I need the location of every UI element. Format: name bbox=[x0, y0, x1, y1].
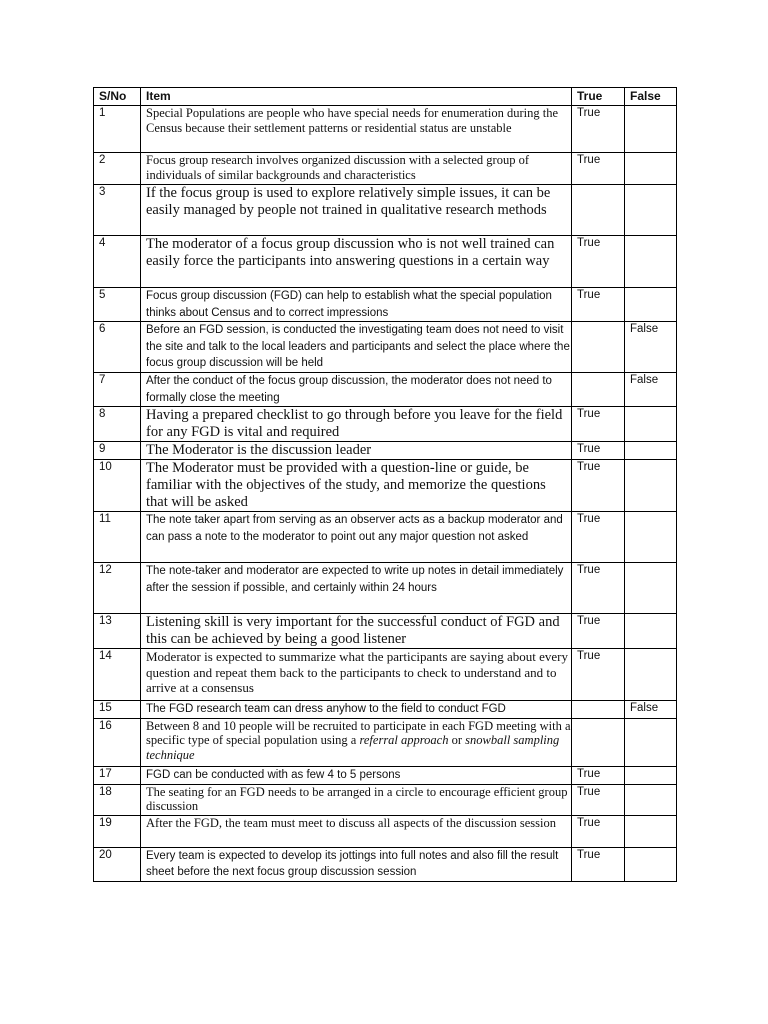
row-false bbox=[625, 847, 677, 881]
row-false: False bbox=[625, 701, 677, 719]
row-false: False bbox=[625, 322, 677, 373]
row-true: True bbox=[572, 847, 625, 881]
row-false bbox=[625, 512, 677, 563]
row-true bbox=[572, 718, 625, 766]
table-row bbox=[94, 442, 677, 460]
header-item: Item bbox=[141, 88, 572, 106]
table-row bbox=[94, 718, 677, 766]
row-item: If the focus group is used to explore relatively simple issues, it can be easily managed by people not trained in qualitative research methods bbox=[141, 185, 572, 236]
table-row bbox=[94, 784, 677, 815]
row-item: Having a prepared checklist to go through before you leave for the field for any FGD is vital and required bbox=[141, 407, 572, 442]
row-false bbox=[625, 649, 677, 701]
row-false bbox=[625, 460, 677, 512]
row-item: The Moderator must be provided with a question-line or guide, be familiar with the objectives of the study, and memorize the questions that will be asked bbox=[141, 460, 572, 512]
table-row bbox=[94, 407, 677, 442]
row-false bbox=[625, 407, 677, 442]
row-false bbox=[625, 563, 677, 614]
row-true bbox=[572, 373, 625, 407]
row-item: After the conduct of the focus group discussion, the moderator does not need to formally close the meeting bbox=[141, 373, 572, 407]
row-item: Focus group discussion (FGD) can help to establish what the special population thinks about Census and to correct impressions bbox=[141, 288, 572, 322]
row-false bbox=[625, 153, 677, 185]
row-number: 8 bbox=[94, 407, 141, 442]
row-true: True bbox=[572, 815, 625, 847]
table-row bbox=[94, 460, 677, 512]
row-number: 3 bbox=[94, 185, 141, 236]
row-true: True bbox=[572, 407, 625, 442]
row-number: 4 bbox=[94, 236, 141, 288]
row-false bbox=[625, 442, 677, 460]
table-header-row bbox=[94, 88, 677, 106]
table-row bbox=[94, 614, 677, 649]
row-true bbox=[572, 322, 625, 373]
row-item: Before an FGD session, is conducted the investigating team does not need to visit the site and talk to the local leaders and participants and select the place where the focus group discussion will be held bbox=[141, 322, 572, 373]
header-false: False bbox=[625, 88, 677, 106]
table-row bbox=[94, 236, 677, 288]
row-true: True bbox=[572, 288, 625, 322]
row-number: 10 bbox=[94, 460, 141, 512]
table-row bbox=[94, 373, 677, 407]
row-false bbox=[625, 718, 677, 766]
row-true: True bbox=[572, 236, 625, 288]
true-false-table bbox=[93, 87, 677, 882]
row-number: 16 bbox=[94, 718, 141, 766]
row-true: True bbox=[572, 442, 625, 460]
row-number: 11 bbox=[94, 512, 141, 563]
row-false bbox=[625, 766, 677, 784]
table-row bbox=[94, 153, 677, 185]
row-number: 17 bbox=[94, 766, 141, 784]
row-true: True bbox=[572, 784, 625, 815]
row-number: 5 bbox=[94, 288, 141, 322]
row-false bbox=[625, 185, 677, 236]
table-row bbox=[94, 701, 677, 719]
row-item: After the FGD, the team must meet to discuss all aspects of the discussion session bbox=[141, 815, 572, 847]
row-item: The moderator of a focus group discussion who is not well trained can easily force the participants into answering questions in a certain way bbox=[141, 236, 572, 288]
row-false bbox=[625, 815, 677, 847]
table-row bbox=[94, 512, 677, 563]
row-item-emphasis: snowball sampling technique bbox=[146, 733, 560, 762]
row-false bbox=[625, 236, 677, 288]
row-true bbox=[572, 701, 625, 719]
row-item: FGD can be conducted with as few 4 to 5 persons bbox=[141, 766, 572, 784]
row-number: 20 bbox=[94, 847, 141, 881]
row-item: Every team is expected to develop its jottings into full notes and also fill the result sheet before the next focus group discussion session bbox=[141, 847, 572, 881]
row-number: 7 bbox=[94, 373, 141, 407]
row-false bbox=[625, 784, 677, 815]
row-true: True bbox=[572, 563, 625, 614]
table-row bbox=[94, 815, 677, 847]
row-true: True bbox=[572, 106, 625, 153]
row-number: 1 bbox=[94, 106, 141, 153]
row-number: 6 bbox=[94, 322, 141, 373]
table-row bbox=[94, 847, 677, 881]
row-true: True bbox=[572, 460, 625, 512]
row-number: 18 bbox=[94, 784, 141, 815]
row-true bbox=[572, 185, 625, 236]
row-item: The note-taker and moderator are expected to write up notes in detail immediately after the session if possible, and certainly within 24 hours bbox=[141, 563, 572, 614]
row-item: Moderator is expected to summarize what the participants are saying about every question and repeat them back to the participants to check to understand and to arrive at a consensus bbox=[141, 649, 572, 701]
header-true: True bbox=[572, 88, 625, 106]
row-item: The seating for an FGD needs to be arranged in a circle to encourage efficient group discussion bbox=[141, 784, 572, 815]
table-row bbox=[94, 649, 677, 701]
row-false bbox=[625, 106, 677, 153]
row-number: 9 bbox=[94, 442, 141, 460]
row-false bbox=[625, 614, 677, 649]
row-true: True bbox=[572, 153, 625, 185]
table-row bbox=[94, 322, 677, 373]
row-item: The FGD research team can dress anyhow to the field to conduct FGD bbox=[141, 701, 572, 719]
row-number: 13 bbox=[94, 614, 141, 649]
row-number: 14 bbox=[94, 649, 141, 701]
table-row bbox=[94, 185, 677, 236]
row-item: The note taker apart from serving as an observer acts as a backup moderator and can pass a note to the moderator to point out any major question not asked bbox=[141, 512, 572, 563]
row-number: 2 bbox=[94, 153, 141, 185]
table-row bbox=[94, 766, 677, 784]
row-item: Special Populations are people who have special needs for enumeration during the Census because their settlement patterns or residential status are unstable bbox=[141, 106, 572, 153]
row-number: 19 bbox=[94, 815, 141, 847]
row-number: 12 bbox=[94, 563, 141, 614]
row-false: False bbox=[625, 373, 677, 407]
row-true: True bbox=[572, 512, 625, 563]
row-false bbox=[625, 288, 677, 322]
row-true: True bbox=[572, 614, 625, 649]
row-item: The Moderator is the discussion leader bbox=[141, 442, 572, 460]
table-row bbox=[94, 106, 677, 153]
row-item-text: Between 8 and 10 people will be recruited to participate in each FGD meeting with a specific type of special population using a bbox=[146, 718, 571, 748]
row-item bbox=[141, 718, 572, 766]
table-row bbox=[94, 563, 677, 614]
row-item-text: or bbox=[448, 733, 466, 748]
row-item-emphasis: referral approach bbox=[359, 733, 449, 748]
header-sno: S/No bbox=[94, 88, 141, 106]
row-item: Focus group research involves organized discussion with a selected group of individuals of similar backgrounds and characteristics bbox=[141, 153, 572, 185]
table-row bbox=[94, 288, 677, 322]
row-true: True bbox=[572, 766, 625, 784]
row-item: Listening skill is very important for the successful conduct of FGD and this can be achieved by being a good listener bbox=[141, 614, 572, 649]
row-true: True bbox=[572, 649, 625, 701]
row-number: 15 bbox=[94, 701, 141, 719]
